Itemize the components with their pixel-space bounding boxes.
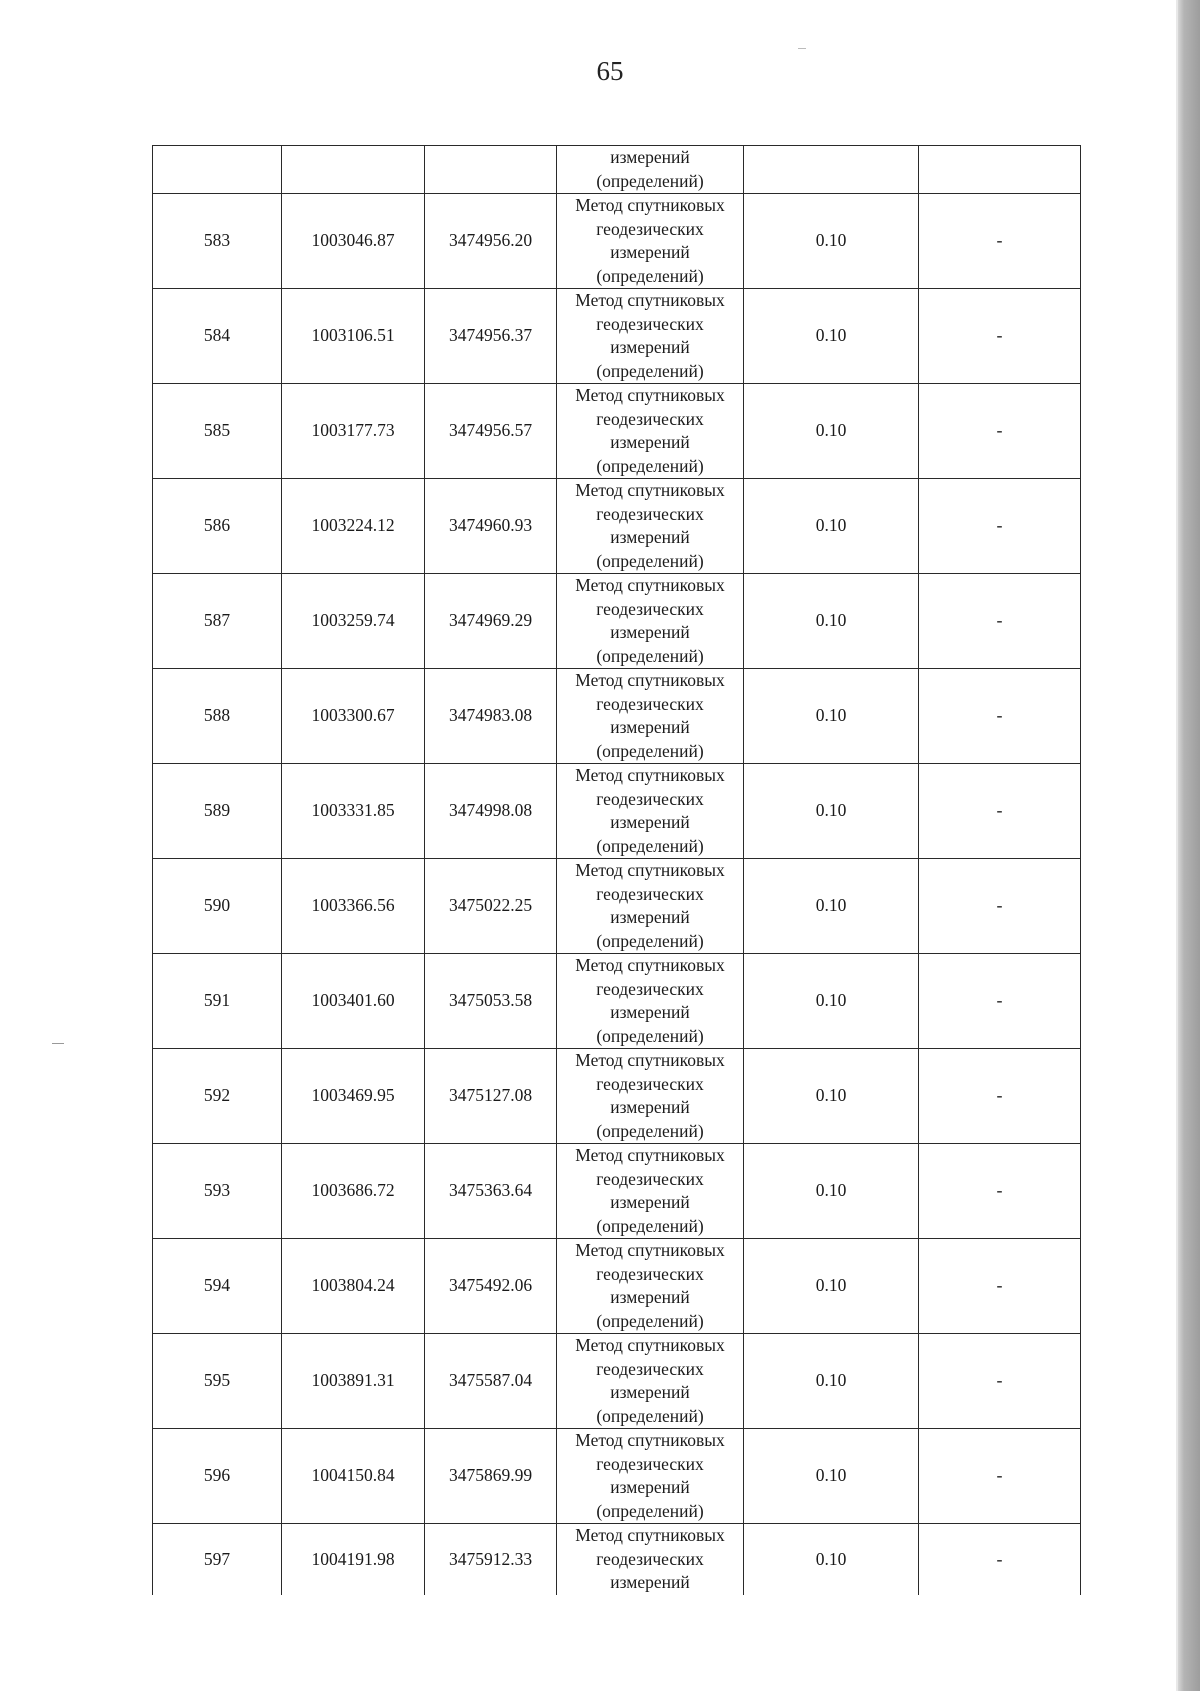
method-line: геодезических — [596, 598, 704, 619]
method-line: (определений) — [596, 455, 704, 476]
cell-note: - — [919, 764, 1081, 859]
method-line: измерений — [610, 622, 690, 642]
method-line: Метод спутниковых — [575, 765, 725, 785]
coordinates-table — [152, 145, 1081, 1595]
method-line: геодезических — [596, 1453, 704, 1474]
table-row — [153, 194, 1081, 289]
cell-y: 3475492.06 — [425, 1239, 557, 1334]
cell-y: 3475869.99 — [425, 1429, 557, 1524]
method-line: Метод спутниковых — [575, 670, 725, 690]
cell-accuracy: 0.10 — [744, 764, 919, 859]
cell-accuracy: 0.10 — [744, 1239, 919, 1334]
cell-note: - — [919, 1334, 1081, 1429]
method-line: геодезических — [596, 1358, 704, 1379]
cell-accuracy: 0.10 — [744, 289, 919, 384]
method-line: геодезических — [596, 693, 704, 714]
method-line: геодезических — [596, 408, 704, 429]
method-line: Метод спутниковых — [575, 1430, 725, 1450]
cell-method — [557, 1239, 744, 1334]
cell-accuracy — [744, 146, 919, 194]
method-line: измерений — [610, 527, 690, 547]
method-line: геодезических — [596, 978, 704, 999]
cell-note: - — [919, 1429, 1081, 1524]
cell-note: - — [919, 669, 1081, 764]
cell-method — [557, 954, 744, 1049]
table-row — [153, 1334, 1081, 1429]
method-line: Метод спутниковых — [575, 1525, 725, 1545]
cell-y: 3474969.29 — [425, 574, 557, 669]
cell-x: 1004150.84 — [282, 1429, 425, 1524]
cell-method — [557, 384, 744, 479]
cell-note: - — [919, 1524, 1081, 1595]
method-line: геодезических — [596, 218, 704, 239]
cell-num: 593 — [153, 1144, 282, 1239]
method-line: Метод спутниковых — [575, 1240, 725, 1260]
table-row — [153, 669, 1081, 764]
scan-edge-shadow — [1178, 0, 1200, 1691]
cell-note: - — [919, 1049, 1081, 1144]
method-line: измерений — [610, 1287, 690, 1307]
method-line: геодезических — [596, 1168, 704, 1189]
method-line: Метод спутниковых — [575, 860, 725, 880]
cell-num — [153, 146, 282, 194]
method-line: Метод спутниковых — [575, 575, 725, 595]
method-line: (определений) — [596, 645, 704, 666]
cell-note: - — [919, 859, 1081, 954]
cell-num: 587 — [153, 574, 282, 669]
cell-accuracy: 0.10 — [744, 1524, 919, 1595]
cell-accuracy: 0.10 — [744, 1334, 919, 1429]
cell-method — [557, 1524, 744, 1595]
method-line: Метод спутниковых — [575, 955, 725, 975]
cell-y: 3474960.93 — [425, 479, 557, 574]
cell-method — [557, 1429, 744, 1524]
method-line: (определений) — [596, 740, 704, 761]
cell-method — [557, 669, 744, 764]
cell-x: 1003804.24 — [282, 1239, 425, 1334]
table-row — [153, 574, 1081, 669]
table-row — [153, 954, 1081, 1049]
cell-note: - — [919, 289, 1081, 384]
method-line: геодезических — [596, 313, 704, 334]
cell-x: 1003177.73 — [282, 384, 425, 479]
cell-num: 597 — [153, 1524, 282, 1595]
method-line: (определений) — [596, 1500, 704, 1521]
method-line: измерений — [610, 1097, 690, 1117]
method-line: измерений — [610, 1192, 690, 1212]
method-line: геодезических — [596, 1548, 704, 1569]
scan-mark — [798, 48, 806, 49]
method-line: геодезических — [596, 1263, 704, 1284]
method-line: (определений) — [596, 550, 704, 571]
cell-y: 3474998.08 — [425, 764, 557, 859]
cell-x: 1003046.87 — [282, 194, 425, 289]
cell-method — [557, 289, 744, 384]
cell-y: 3475587.04 — [425, 1334, 557, 1429]
method-line: измерений — [610, 337, 690, 357]
cell-x: 1003300.67 — [282, 669, 425, 764]
cell-y: 3474983.08 — [425, 669, 557, 764]
method-line: измерений — [610, 1572, 690, 1592]
method-line: (определений) — [596, 835, 704, 856]
method-line: Метод спутниковых — [575, 1050, 725, 1070]
cell-num: 592 — [153, 1049, 282, 1144]
page-number: 65 — [596, 56, 624, 86]
cell-y: 3475022.25 — [425, 859, 557, 954]
cell-y — [425, 146, 557, 194]
cell-x: 1003106.51 — [282, 289, 425, 384]
cell-accuracy: 0.10 — [744, 384, 919, 479]
cell-method — [557, 146, 744, 194]
cell-x: 1003891.31 — [282, 1334, 425, 1429]
cell-method — [557, 1334, 744, 1429]
cell-x: 1003224.12 — [282, 479, 425, 574]
cell-method — [557, 1144, 744, 1239]
cell-accuracy: 0.10 — [744, 574, 919, 669]
cell-note — [919, 146, 1081, 194]
cell-num: 586 — [153, 479, 282, 574]
cell-accuracy: 0.10 — [744, 1049, 919, 1144]
method-line: Метод спутниковых — [575, 480, 725, 500]
table-row — [153, 1524, 1081, 1595]
method-line: (определений) — [596, 360, 704, 381]
cell-x: 1003469.95 — [282, 1049, 425, 1144]
method-line: измерений — [610, 1477, 690, 1497]
cell-x — [282, 146, 425, 194]
table-row — [153, 1429, 1081, 1524]
cell-num: 583 — [153, 194, 282, 289]
table-row — [153, 1239, 1081, 1334]
method-line: (определений) — [596, 930, 704, 951]
cell-y: 3475127.08 — [425, 1049, 557, 1144]
table-row — [153, 479, 1081, 574]
cell-note: - — [919, 384, 1081, 479]
table-row — [153, 289, 1081, 384]
cell-method — [557, 574, 744, 669]
method-line: измерений — [610, 1382, 690, 1402]
cell-y: 3474956.37 — [425, 289, 557, 384]
cell-accuracy: 0.10 — [744, 1429, 919, 1524]
cell-method — [557, 1049, 744, 1144]
cell-accuracy: 0.10 — [744, 669, 919, 764]
cell-y: 3475912.33 — [425, 1524, 557, 1595]
cell-method — [557, 859, 744, 954]
cell-note: - — [919, 194, 1081, 289]
method-line: геодезических — [596, 1073, 704, 1094]
cell-note: - — [919, 954, 1081, 1049]
method-line: (определений) — [596, 1405, 704, 1426]
cell-method — [557, 764, 744, 859]
cell-num: 596 — [153, 1429, 282, 1524]
cell-method — [557, 194, 744, 289]
cell-num: 588 — [153, 669, 282, 764]
cell-num: 591 — [153, 954, 282, 1049]
method-line: (определений) — [596, 1215, 704, 1236]
cell-num: 594 — [153, 1239, 282, 1334]
cell-num: 590 — [153, 859, 282, 954]
method-line: геодезических — [596, 883, 704, 904]
cell-note: - — [919, 1239, 1081, 1334]
method-line: измерений — [610, 907, 690, 927]
method-line: (определений) — [596, 1120, 704, 1141]
scan-mark — [52, 1043, 64, 1044]
cell-accuracy: 0.10 — [744, 1144, 919, 1239]
method-line: Метод спутниковых — [575, 1145, 725, 1165]
method-line: измерений — [610, 717, 690, 737]
method-line: измерений — [610, 812, 690, 832]
cell-note: - — [919, 574, 1081, 669]
cell-x: 1003686.72 — [282, 1144, 425, 1239]
table-row — [153, 1049, 1081, 1144]
cell-accuracy: 0.10 — [744, 954, 919, 1049]
method-line: (определений) — [596, 1025, 704, 1046]
table-row-continuation — [153, 146, 1081, 194]
method-line: геодезических — [596, 503, 704, 524]
method-line: (определений) — [596, 170, 704, 191]
cell-accuracy: 0.10 — [744, 194, 919, 289]
table-row — [153, 1144, 1081, 1239]
method-line: Метод спутниковых — [575, 385, 725, 405]
method-line: Метод спутниковых — [575, 195, 725, 215]
cell-y: 3474956.57 — [425, 384, 557, 479]
method-line: геодезических — [596, 788, 704, 809]
method-line: измерений — [610, 1002, 690, 1022]
cell-x: 1003331.85 — [282, 764, 425, 859]
method-line: измерений — [610, 432, 690, 452]
cell-num: 585 — [153, 384, 282, 479]
cell-note: - — [919, 1144, 1081, 1239]
cell-y: 3475053.58 — [425, 954, 557, 1049]
method-line: измерений — [610, 242, 690, 262]
cell-num: 584 — [153, 289, 282, 384]
cell-note: - — [919, 479, 1081, 574]
cell-num: 589 — [153, 764, 282, 859]
cell-x: 1003366.56 — [282, 859, 425, 954]
cell-accuracy: 0.10 — [744, 859, 919, 954]
table-row — [153, 764, 1081, 859]
cell-x: 1003401.60 — [282, 954, 425, 1049]
cell-x: 1003259.74 — [282, 574, 425, 669]
cell-num: 595 — [153, 1334, 282, 1429]
method-line: Метод спутниковых — [575, 290, 725, 310]
method-line: измерений — [610, 147, 690, 167]
cell-method — [557, 479, 744, 574]
cell-y: 3474956.20 — [425, 194, 557, 289]
method-line: (определений) — [596, 265, 704, 286]
cell-x: 1004191.98 — [282, 1524, 425, 1595]
method-line: Метод спутниковых — [575, 1335, 725, 1355]
method-line: (определений) — [596, 1310, 704, 1331]
cell-y: 3475363.64 — [425, 1144, 557, 1239]
table-row — [153, 384, 1081, 479]
table-row — [153, 859, 1081, 954]
cell-accuracy: 0.10 — [744, 479, 919, 574]
